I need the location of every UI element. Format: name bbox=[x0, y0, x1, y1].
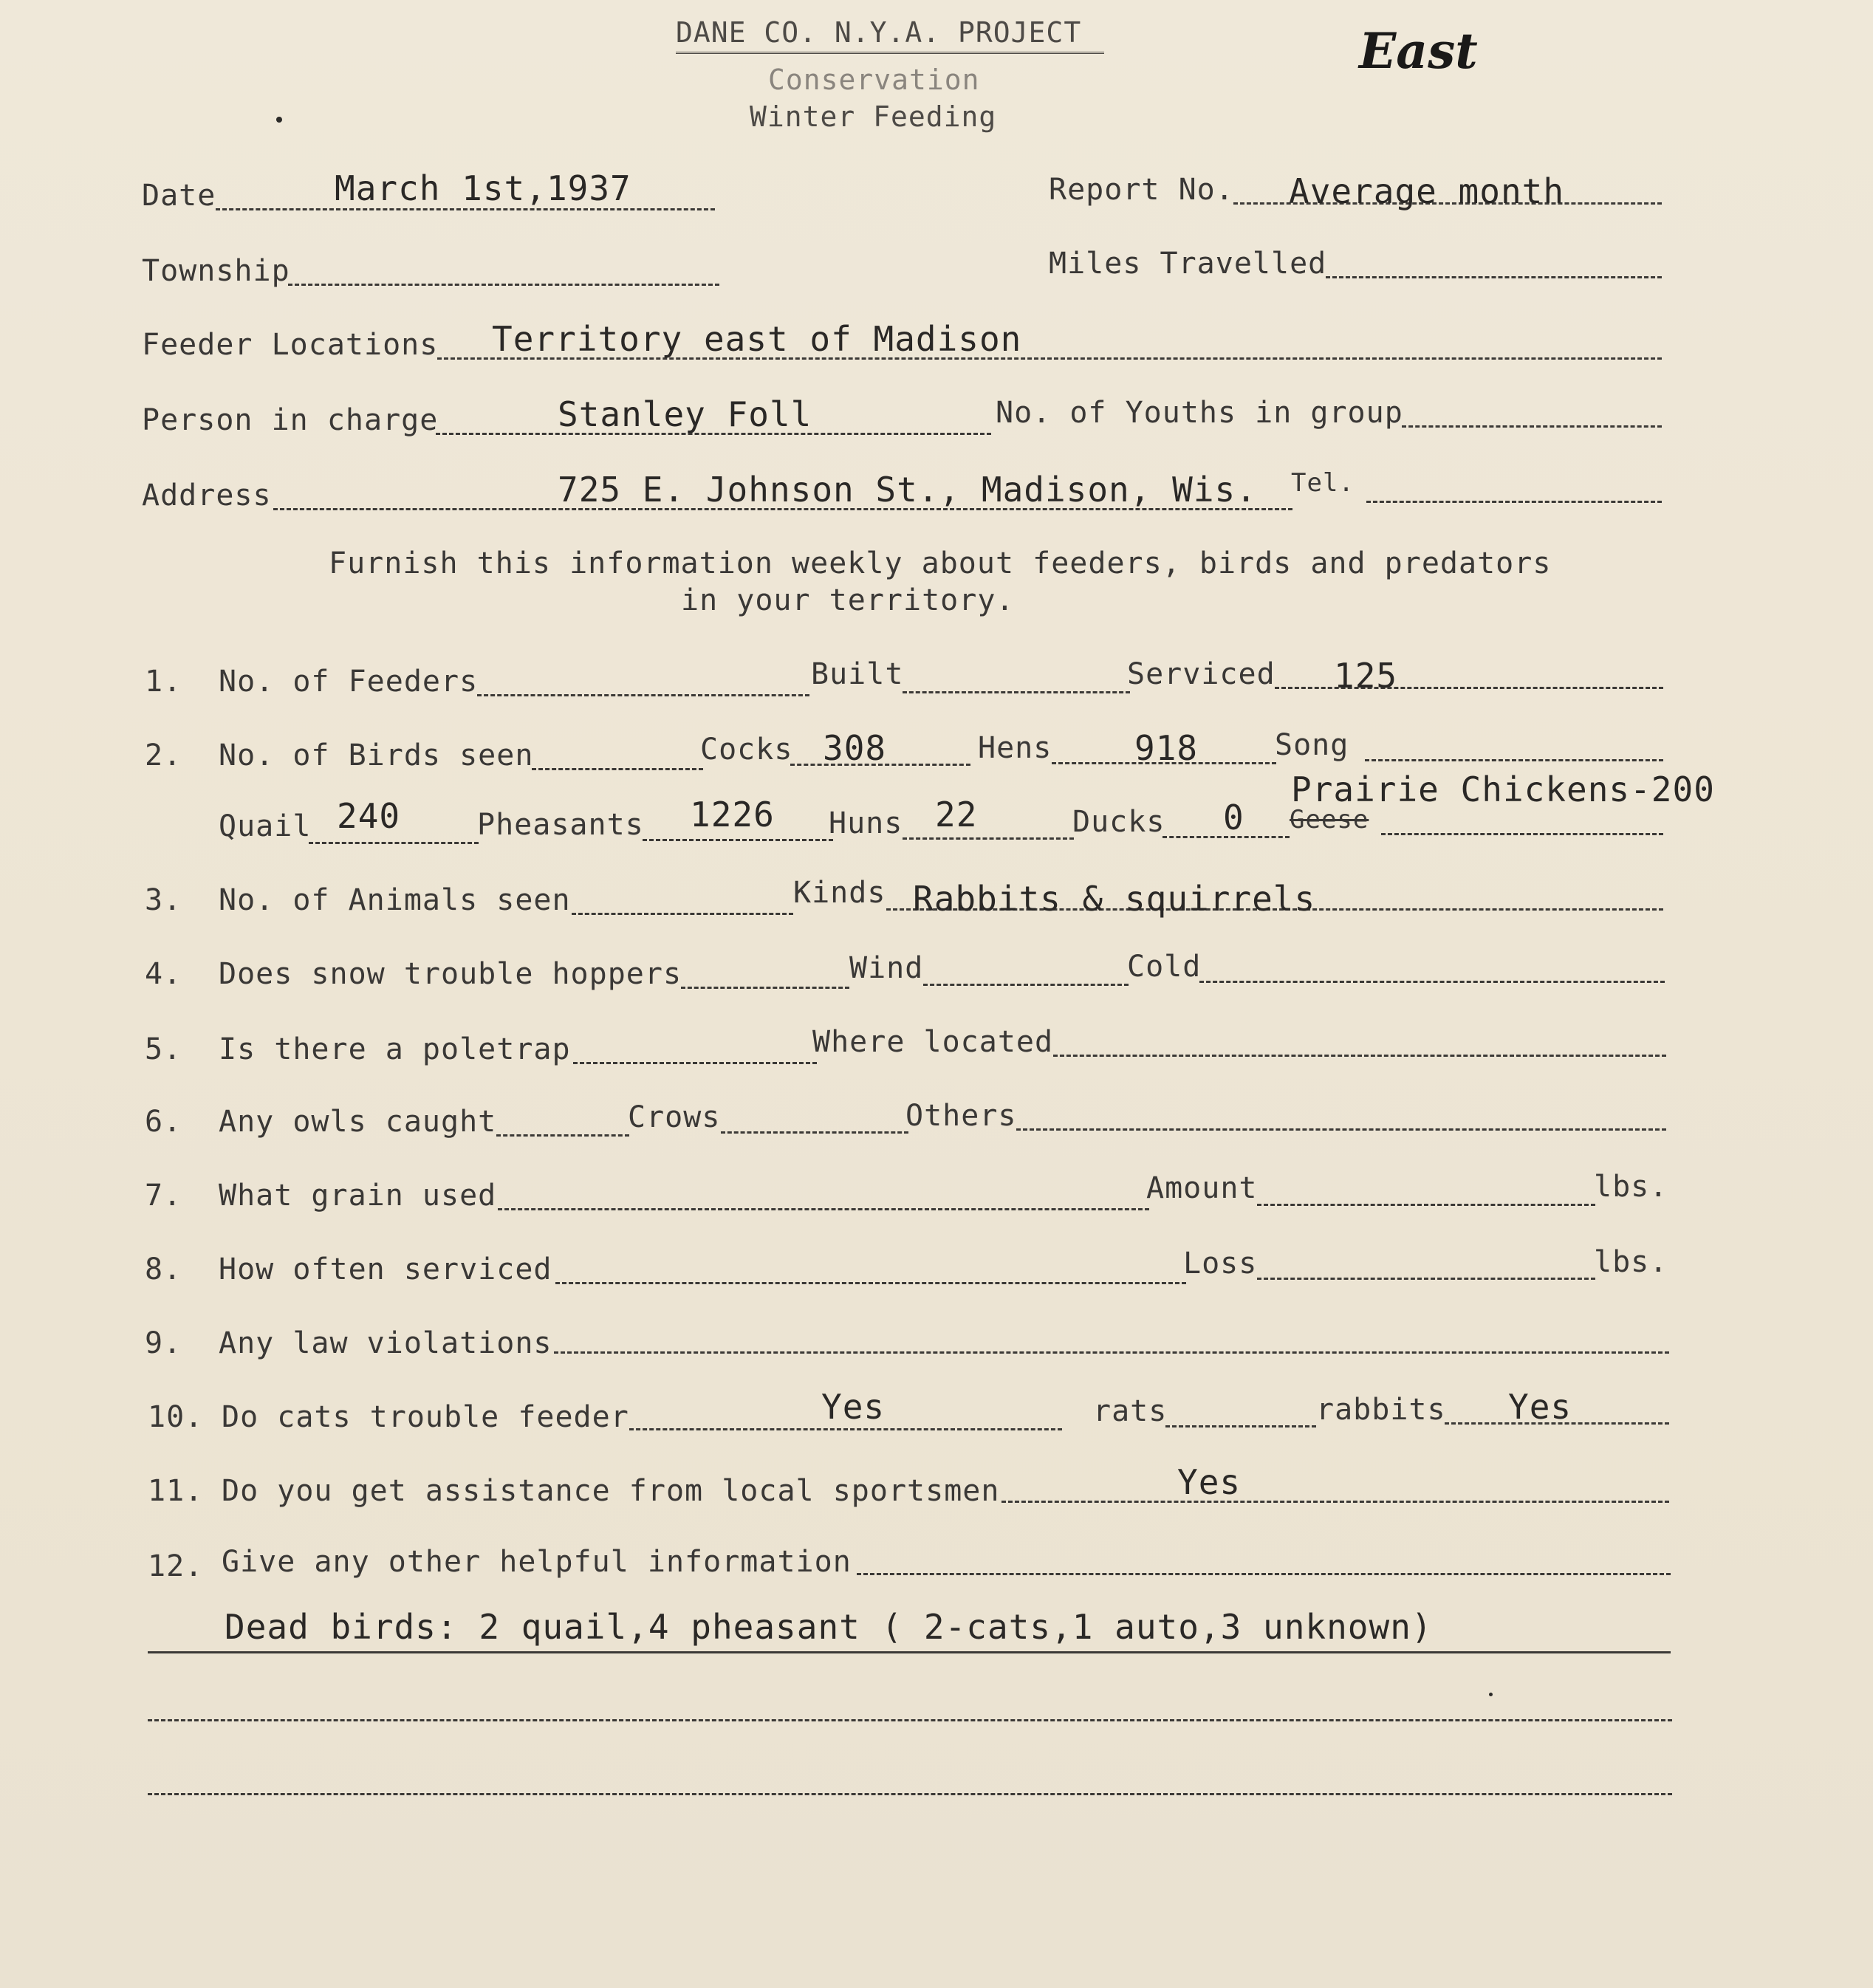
q5-number: 5. bbox=[145, 1032, 182, 1066]
q3-number: 3. bbox=[145, 883, 182, 917]
q2-huns-label: Huns bbox=[829, 806, 903, 840]
q2-birds-line bbox=[532, 768, 703, 770]
q10-rats-label: rats bbox=[1093, 1394, 1168, 1428]
q6-owls-line bbox=[496, 1134, 629, 1137]
q4-wind-line bbox=[923, 984, 1129, 986]
tel-line bbox=[1366, 501, 1662, 503]
q6-others-line bbox=[1016, 1128, 1666, 1131]
q12-value: Dead birds: 2 quail,4 pheasant ( 2-cats,1 auto,3 unknown) bbox=[225, 1607, 1433, 1647]
q8-loss-label: Loss bbox=[1183, 1247, 1258, 1281]
q2-pheasants-label: Pheasants bbox=[477, 808, 644, 842]
q11-label: Do you get assistance from local sportsmen bbox=[222, 1474, 1000, 1508]
q2-prairie-chickens-value: Prairie Chickens-200 bbox=[1291, 770, 1715, 809]
q10-rabbits-value: Yes bbox=[1508, 1387, 1572, 1427]
feeder-locations-value: Territory east of Madison bbox=[492, 319, 1022, 359]
q1-built-line bbox=[903, 691, 1130, 693]
q7-number: 7. bbox=[145, 1179, 182, 1213]
q1-number: 1. bbox=[145, 665, 182, 699]
stray-dot bbox=[276, 117, 282, 123]
q10-cats-line bbox=[629, 1428, 1062, 1430]
q2-hens-label: Hens bbox=[978, 731, 1052, 765]
q8-label: How often serviced bbox=[219, 1252, 552, 1286]
miles-label: Miles Travelled bbox=[1049, 247, 1327, 281]
q6-label: Any owls caught bbox=[219, 1105, 497, 1139]
q4-cold-line bbox=[1199, 981, 1665, 983]
q4-wind-label: Wind bbox=[849, 951, 924, 985]
handwritten-region-note: East bbox=[1359, 22, 1478, 80]
q2-quail-line bbox=[309, 842, 479, 844]
project-title: DANE CO. N.Y.A. PROJECT bbox=[676, 16, 1082, 49]
miles-line bbox=[1326, 276, 1662, 278]
q2-cocks-label: Cocks bbox=[700, 733, 793, 767]
q11-value: Yes bbox=[1177, 1462, 1242, 1502]
q7-amount-label: Amount bbox=[1146, 1171, 1258, 1205]
q7-label: What grain used bbox=[219, 1179, 497, 1213]
q2-pheasants-value: 1226 bbox=[690, 795, 775, 834]
q4-snow-line bbox=[681, 987, 849, 989]
stray-mark bbox=[1489, 1693, 1493, 1696]
q9-label: Any law violations bbox=[219, 1326, 552, 1360]
q2-geese-line bbox=[1381, 833, 1663, 835]
report-no-label: Report No. bbox=[1049, 173, 1234, 207]
q2-hens-value: 918 bbox=[1134, 728, 1199, 768]
q12-number: 12. bbox=[148, 1549, 204, 1583]
q4-label: Does snow trouble hoppers bbox=[219, 957, 682, 991]
q1-feeders-line bbox=[477, 694, 809, 696]
q11-line bbox=[1001, 1501, 1669, 1503]
q5-label: Is there a poletrap bbox=[219, 1032, 571, 1066]
q1-serviced-value: 125 bbox=[1334, 656, 1398, 696]
address-value: 725 E. Johnson St., Madison, Wis. bbox=[558, 470, 1257, 510]
instructions-line-2: in your territory. bbox=[681, 583, 1015, 617]
q6-number: 6. bbox=[145, 1105, 182, 1139]
q1-serviced-label: Serviced bbox=[1127, 657, 1276, 691]
q2-cocks-value: 308 bbox=[823, 728, 887, 768]
q2-song-line bbox=[1365, 759, 1663, 761]
q12-line-2 bbox=[148, 1651, 1671, 1653]
township-line bbox=[288, 284, 719, 286]
q2-huns-line bbox=[903, 837, 1074, 840]
tel-label: Tel. bbox=[1291, 468, 1355, 498]
person-in-charge-value: Stanley Foll bbox=[558, 394, 812, 434]
q8-unit: lbs. bbox=[1594, 1245, 1668, 1279]
q7-amount-line bbox=[1257, 1204, 1595, 1206]
q2-ducks-label: Ducks bbox=[1072, 805, 1165, 839]
dept-title: Conservation bbox=[768, 64, 980, 96]
q11-number: 11. bbox=[148, 1474, 204, 1508]
q12-line-3 bbox=[148, 1719, 1672, 1721]
date-label: Date bbox=[142, 179, 216, 213]
youths-label: No. of Youths in group bbox=[996, 396, 1403, 430]
township-label: Township bbox=[142, 254, 290, 288]
date-line bbox=[216, 208, 715, 210]
instructions-line-1: Furnish this information weekly about feeders, birds and predators bbox=[329, 546, 1552, 580]
q3-label: No. of Animals seen bbox=[219, 883, 571, 917]
q6-crows-label: Crows bbox=[628, 1100, 721, 1134]
feeder-locations-label: Feeder Locations bbox=[142, 328, 439, 362]
q10-rats-line bbox=[1165, 1425, 1316, 1427]
q12-label: Give any other helpful information bbox=[222, 1545, 852, 1579]
q3-kinds-value: Rabbits & squirrels bbox=[913, 879, 1316, 919]
q2-huns-value: 22 bbox=[935, 795, 978, 834]
q2-geese-label-crossed: Geese bbox=[1290, 805, 1369, 834]
q1-built-label: Built bbox=[811, 657, 904, 691]
youths-line bbox=[1402, 425, 1662, 428]
title-underline bbox=[676, 52, 1104, 54]
q3-kinds-label: Kinds bbox=[793, 876, 886, 910]
q2-quail-value: 240 bbox=[337, 796, 401, 836]
q2-pheasants-line bbox=[643, 839, 833, 841]
q9-line bbox=[554, 1351, 1669, 1354]
q10-label: Do cats trouble feeder bbox=[222, 1400, 629, 1434]
q10-rabbits-label: rabbits bbox=[1316, 1393, 1446, 1427]
q8-serviced-line bbox=[555, 1282, 1186, 1284]
q5-poletrap-line bbox=[573, 1062, 817, 1064]
date-value: March 1st,1937 bbox=[335, 168, 631, 208]
q4-number: 4. bbox=[145, 957, 182, 991]
q12-line-1 bbox=[857, 1573, 1671, 1575]
q6-crows-line bbox=[721, 1131, 908, 1134]
q10-cats-value: Yes bbox=[821, 1387, 886, 1427]
q1-serviced-line bbox=[1275, 687, 1663, 689]
report-no-value: Average month bbox=[1289, 171, 1565, 211]
q8-number: 8. bbox=[145, 1252, 182, 1286]
address-label: Address bbox=[142, 479, 272, 513]
q1-label: No. of Feeders bbox=[219, 665, 479, 699]
q2-ducks-value: 0 bbox=[1223, 798, 1244, 837]
person-in-charge-label: Person in charge bbox=[142, 403, 439, 437]
q10-number: 10. bbox=[148, 1400, 204, 1434]
q8-loss-line bbox=[1257, 1278, 1595, 1280]
q12-line-4 bbox=[148, 1793, 1672, 1795]
q5-where-label: Where located bbox=[812, 1025, 1054, 1059]
q4-cold-label: Cold bbox=[1127, 950, 1202, 984]
q2-label: No. of Birds seen bbox=[219, 738, 534, 772]
program-title: Winter Feeding bbox=[750, 100, 997, 133]
q7-grain-line bbox=[498, 1208, 1149, 1210]
q5-where-line bbox=[1053, 1055, 1666, 1057]
q3-animals-line bbox=[572, 913, 793, 915]
q2-song-label: Song bbox=[1275, 728, 1349, 762]
q7-unit: lbs. bbox=[1594, 1170, 1668, 1204]
q2-quail-label: Quail bbox=[219, 809, 312, 843]
q2-number: 2. bbox=[145, 738, 182, 772]
q6-others-label: Others bbox=[905, 1099, 1017, 1133]
q9-number: 9. bbox=[145, 1326, 182, 1360]
